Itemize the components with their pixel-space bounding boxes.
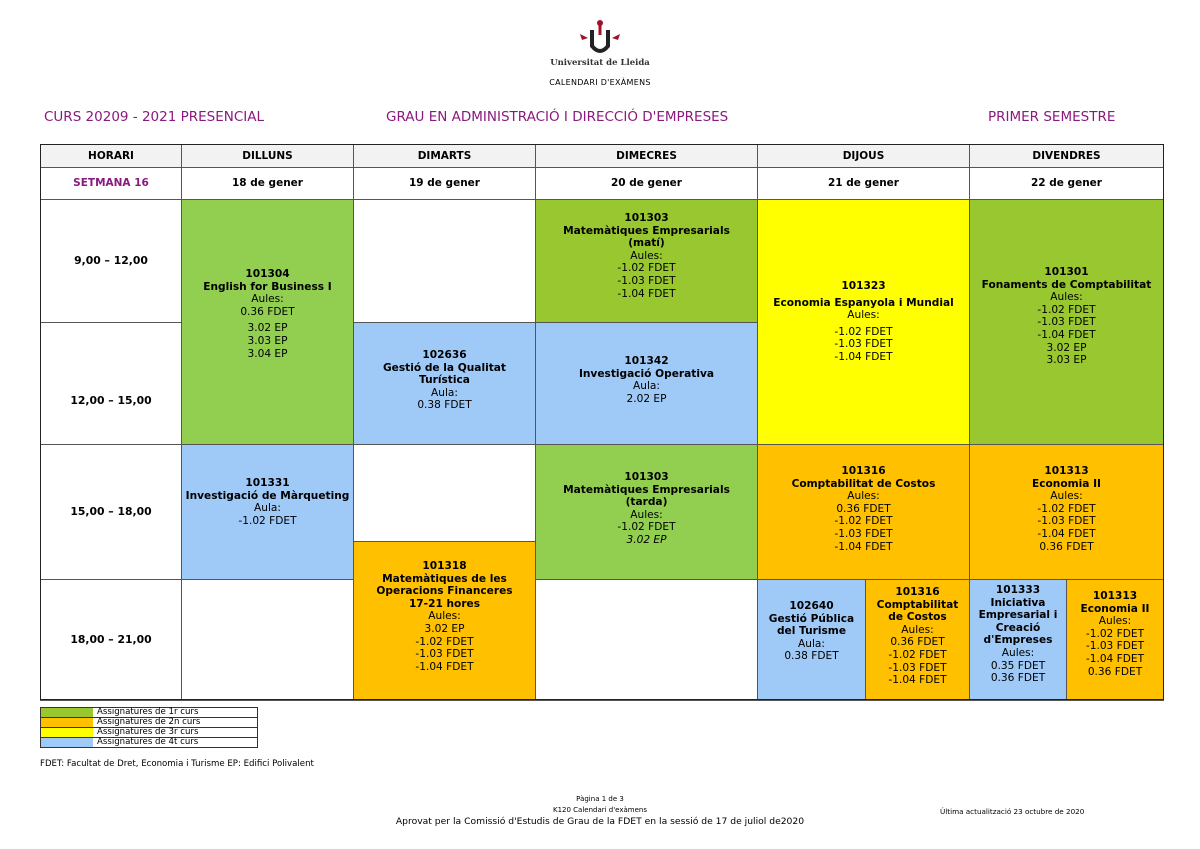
room: 3.02 EP [424,622,465,635]
empty-cell [353,199,536,323]
room: -1.04 FDET [415,660,474,673]
room: -1.02 FDET [415,635,474,648]
exam-hours: 17-21 hores [408,597,481,610]
date-friday: 22 de gener [969,167,1164,200]
exam-code: 101316 [841,465,886,477]
room: 0.35 FDET [990,659,1046,672]
exam-cell[interactable] [535,199,758,323]
room: 0.36 FDET [1087,665,1143,678]
room: -1.02 FDET [1037,502,1096,515]
document-code: K120 Calendari d'exàmens [552,806,647,814]
exam-name: Matemàtiques Empresarials (tarda) [563,483,730,509]
empty-cell [353,444,536,542]
exam-cell[interactable] [757,199,970,445]
exam-cell[interactable] [181,199,354,445]
room: 2.02 EP [626,392,667,405]
rooms-label: Aules: [630,249,663,262]
room: 3.02 EP [1046,341,1087,354]
rooms-label: Aula: [798,637,825,650]
room: -1.02 FDET [617,262,676,275]
rooms-label: Aules: [1001,646,1035,659]
rooms-label: Aula: [633,380,660,393]
exam-code: 101313 [1092,590,1138,602]
exam-code: 101301 [1044,266,1089,278]
exam-cell[interactable] [969,199,1164,445]
exam-code: 101316 [895,586,940,598]
legend-label: Assignatures de 2n curs [97,717,201,727]
legend-swatch [41,718,93,727]
exam-cell[interactable] [969,444,1164,580]
exam-name: Matemàtiques Empresarials (matí) [563,224,730,250]
empty-cell [535,579,758,701]
room: -1.04 FDET [1085,652,1145,665]
exam-cell[interactable] [353,541,536,701]
exam-name: Fonaments de Comptabilitat [981,278,1152,291]
room: -1.04 FDET [888,674,947,687]
rooms-label: Aules: [428,610,461,623]
room: -1.04 FDET [1037,328,1096,341]
time-slot-4: 18,00 – 21,00 [40,579,182,701]
abbreviations-note: FDET: Facultat de Dret, Economia i Turisme EP: Edifici Polivalent [40,759,314,769]
room: -1.03 FDET [1085,640,1145,653]
rooms-label: Aules: [1098,615,1132,628]
room: -1.03 FDET [834,338,893,351]
exam-name: Investigació de Màrqueting [185,489,350,502]
exam-code: 101331 [245,477,290,489]
room: -1.04 FDET [834,350,893,363]
exam-name: Comptabilitat de Costos [876,598,959,624]
room: -1.02 FDET [617,521,676,534]
room: 0.38 FDET [784,650,839,663]
exam-name: English for Business I [203,280,332,293]
exam-cell[interactable] [353,322,536,445]
exam-code: 101303 [624,471,669,483]
time-slot-1: 9,00 – 12,00 [40,199,182,323]
room: -1.02 FDET [834,515,893,528]
room: -1.04 FDET [834,540,893,553]
exam-code: 101342 [624,355,669,367]
column-header-monday: DILLUNS [181,144,354,168]
room: -1.03 FDET [415,648,474,661]
date-wednesday: 20 de gener [535,167,758,200]
room: 0.36 FDET [240,305,295,318]
exam-code: 101313 [1044,465,1089,477]
legend-swatch [41,738,93,747]
rooms-label: Aules: [901,623,934,636]
exam-code: 101318 [422,560,467,572]
room: -1.03 FDET [834,527,893,540]
exam-code: 101333 [995,584,1041,596]
rooms-label: Aules: [1050,291,1083,304]
rooms-label: Aules: [251,293,284,306]
column-header-tuesday: DIMARTS [353,144,536,168]
university-logo [560,16,640,60]
exam-name: Iniciativa Empresarial i Creació d'Empreses [978,596,1058,647]
room: -1.04 FDET [617,287,676,300]
room: -1.02 FDET [238,514,297,527]
week-label: SETMANA 16 [40,167,182,200]
exam-name: Gestió de la Qualitat Turística [382,361,506,387]
exam-code: 102636 [422,349,467,361]
legend-swatch [41,708,93,717]
column-header-friday: DIVENDRES [969,144,1164,168]
exam-code: 101323 [841,280,886,292]
room: -1.02 FDET [888,648,947,661]
exam-code: 101303 [624,212,669,224]
exam-name: Investigació Operativa [578,367,715,380]
exam-code: 102640 [789,600,834,612]
exam-cell[interactable] [535,322,758,445]
date-monday: 18 de gener [181,167,354,200]
legend-label: Assignatures de 1r curs [97,707,199,717]
date-thursday: 21 de gener [757,167,970,200]
room: 0.36 FDET [890,636,945,649]
rooms-label: Aula: [431,386,458,399]
room: -1.02 FDET [834,325,893,338]
document-title: CALENDARI D'EXÀMENS [549,78,651,87]
room: -1.03 FDET [1037,316,1096,329]
room: 0.36 FDET [990,672,1046,685]
room-extra: 3.02 EP [626,533,667,546]
course-title: CURS 20209 - 2021 PRESENCIAL [44,109,265,125]
room: -1.02 FDET [1037,303,1096,316]
rooms-label: Aules: [847,490,880,503]
exam-code: 101304 [245,268,290,280]
room: -1.03 FDET [617,274,676,287]
approval-note: Aprovat per la Comissió d'Estudis de Grau de la FDET en la sessió de 17 de juliol de2020 [395,816,805,827]
exam-name: Economia II [1031,477,1101,490]
exam-cell[interactable] [181,444,354,580]
time-slot-2: 12,00 – 15,00 [40,322,182,445]
rooms-label: Aules: [1050,490,1083,503]
exam-cell[interactable] [969,579,1067,701]
rooms-label: Aula: [254,502,281,515]
exam-name: Comptabilitat de Costos [791,477,936,490]
exam-name: Matemàtiques de les Operacions Financeres [376,572,513,598]
column-header-horari: HORARI [40,144,182,168]
room: 3.03 EP [1046,354,1087,367]
room: -1.04 FDET [1037,527,1096,540]
exam-cell[interactable] [757,579,866,701]
room: 0.36 FDET [1039,540,1094,553]
rooms-label: Aules: [630,508,663,521]
room: 3.04 EP [247,347,288,360]
legend-label: Assignatures de 3r curs [97,727,199,737]
legend-label: Assignatures de 4t curs [97,737,199,747]
exam-cell[interactable] [865,579,970,701]
exam-cell[interactable] [757,444,970,580]
page-number: Pàgina 1 de 3 [576,795,624,803]
exam-name: Economia Espanyola i Mundial [773,296,954,309]
legend-item [40,737,258,748]
room: -1.03 FDET [888,661,947,674]
column-header-thursday: DIJOUS [757,144,970,168]
university-name: Universitat de Lleida [550,58,650,68]
degree-title: GRAU EN ADMINISTRACIÓ I DIRECCIÓ D'EMPRESES [386,109,729,125]
rooms-label: Aules: [847,309,880,322]
exam-cell[interactable] [535,444,758,580]
room: -1.03 FDET [1037,515,1096,528]
time-slot-3: 15,00 – 18,00 [40,444,182,580]
column-header-wednesday: DIMECRES [535,144,758,168]
exam-cell[interactable] [1066,579,1164,701]
last-updated: Última actualització 23 octubre de 2020 [940,807,1085,816]
room: -1.02 FDET [1085,627,1145,640]
legend-swatch [41,728,93,737]
semester-title: PRIMER SEMESTRE [988,109,1116,125]
exam-name: Economia II [1080,602,1150,615]
date-tuesday: 19 de gener [353,167,536,200]
room: 3.02 EP [247,322,288,335]
room: 3.03 EP [247,334,288,347]
room: 0.36 FDET [836,502,891,515]
empty-cell [181,579,354,701]
exam-name: Gestió Pública del Turisme [768,612,855,638]
room: 0.38 FDET [417,399,472,412]
